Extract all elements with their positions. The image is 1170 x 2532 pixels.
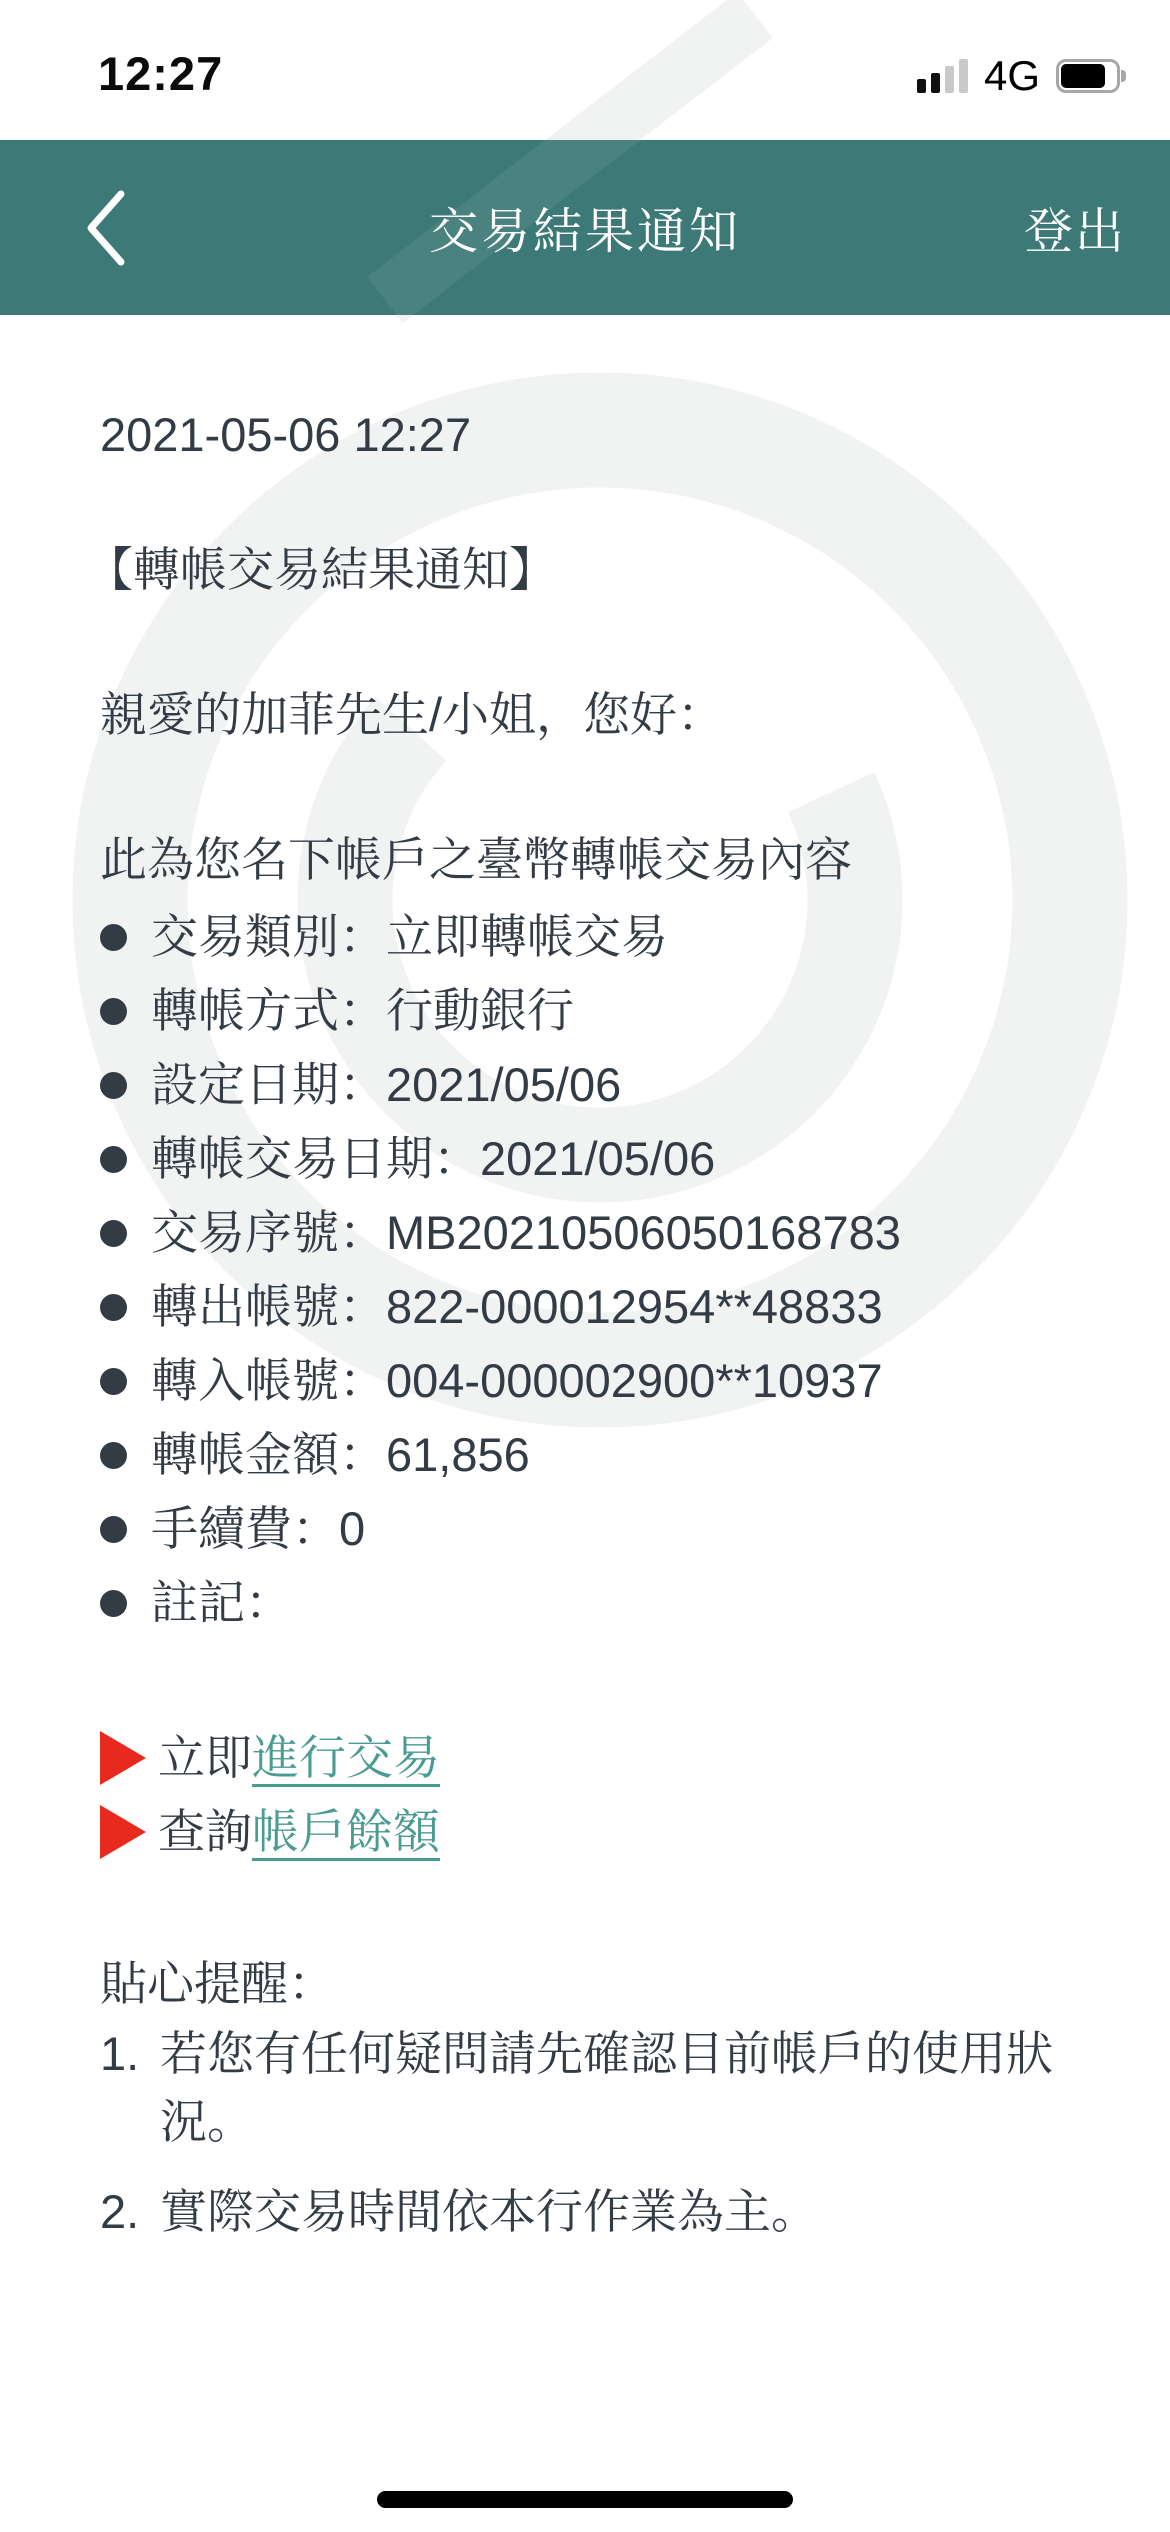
- detail-from-account: 轉出帳號：822-000012954**48833: [100, 1270, 1110, 1344]
- bullet-dot-icon: [100, 1146, 127, 1173]
- message-datetime: 2021-05-06 12:27: [100, 408, 472, 461]
- signal-strength-icon: [917, 59, 968, 93]
- notification-body: [0, 315, 1170, 2246]
- status-icons: [917, 52, 1126, 100]
- red-arrow-icon: [100, 1731, 146, 1785]
- bullet-dot-icon: [100, 1590, 127, 1617]
- bullet-dot-icon: [100, 924, 127, 951]
- account-balance-link[interactable]: 帳戶餘額: [252, 1805, 440, 1858]
- bullet-dot-icon: [100, 1294, 127, 1321]
- transaction-detail-list: [100, 900, 1110, 1640]
- action-prefix: 查詢: [158, 1805, 252, 1858]
- home-indicator[interactable]: [377, 2491, 793, 2508]
- detail-amount: 轉帳金額：61,856: [100, 1418, 1110, 1492]
- detail-to-account: 轉入帳號：004-000002900**10937: [100, 1344, 1110, 1418]
- network-type-label: 4G: [983, 52, 1040, 99]
- battery-icon: [1056, 59, 1126, 93]
- detail-serial-number: 交易序號：MB20210506050168783: [100, 1196, 1110, 1270]
- make-transaction-link[interactable]: 進行交易: [252, 1731, 440, 1784]
- navigation-bar: [0, 140, 1170, 315]
- bullet-dot-icon: [100, 1442, 127, 1469]
- bullet-dot-icon: [100, 1072, 127, 1099]
- bullet-dot-icon: [100, 998, 127, 1025]
- greeting-text: 親愛的加菲先生/小姐，您好：: [100, 688, 725, 741]
- detail-setup-date: 設定日期：2021/05/06: [100, 1048, 1110, 1122]
- detail-transaction-type: 交易類別：立即轉帳交易: [100, 900, 1110, 974]
- bullet-dot-icon: [100, 1516, 127, 1543]
- action-row-transfer: [100, 1721, 1110, 1795]
- bullet-dot-icon: [100, 1368, 127, 1395]
- reminder-item: 2. 實際交易時間依本行作業為主。: [100, 2185, 818, 2238]
- action-prefix: 立即: [158, 1731, 252, 1784]
- red-arrow-icon: [100, 1805, 146, 1859]
- page-title: 交易結果通知: [428, 204, 741, 259]
- detail-fee: 手續費：0: [100, 1492, 1110, 1566]
- detail-transfer-method: 轉帳方式：行動銀行: [100, 974, 1110, 1048]
- intro-text: 此為您名下帳戶之臺幣轉帳交易內容: [100, 833, 852, 886]
- detail-memo: 註記：: [100, 1566, 1110, 1640]
- reminder-heading: 貼心提醒：: [100, 1957, 335, 2010]
- status-bar: [0, 0, 1170, 140]
- reminder-item: 1. 若您有任何疑問請先確認目前帳戶的使用狀況。: [100, 2027, 1053, 2148]
- bullet-dot-icon: [100, 1220, 127, 1247]
- logout-button[interactable]: 登出: [1023, 204, 1126, 259]
- detail-transfer-date: 轉帳交易日期：2021/05/06: [100, 1122, 1110, 1196]
- action-row-balance: [100, 1795, 1110, 1869]
- status-time: 12:27: [98, 47, 224, 100]
- message-title: 【轉帳交易結果通知】: [86, 543, 556, 596]
